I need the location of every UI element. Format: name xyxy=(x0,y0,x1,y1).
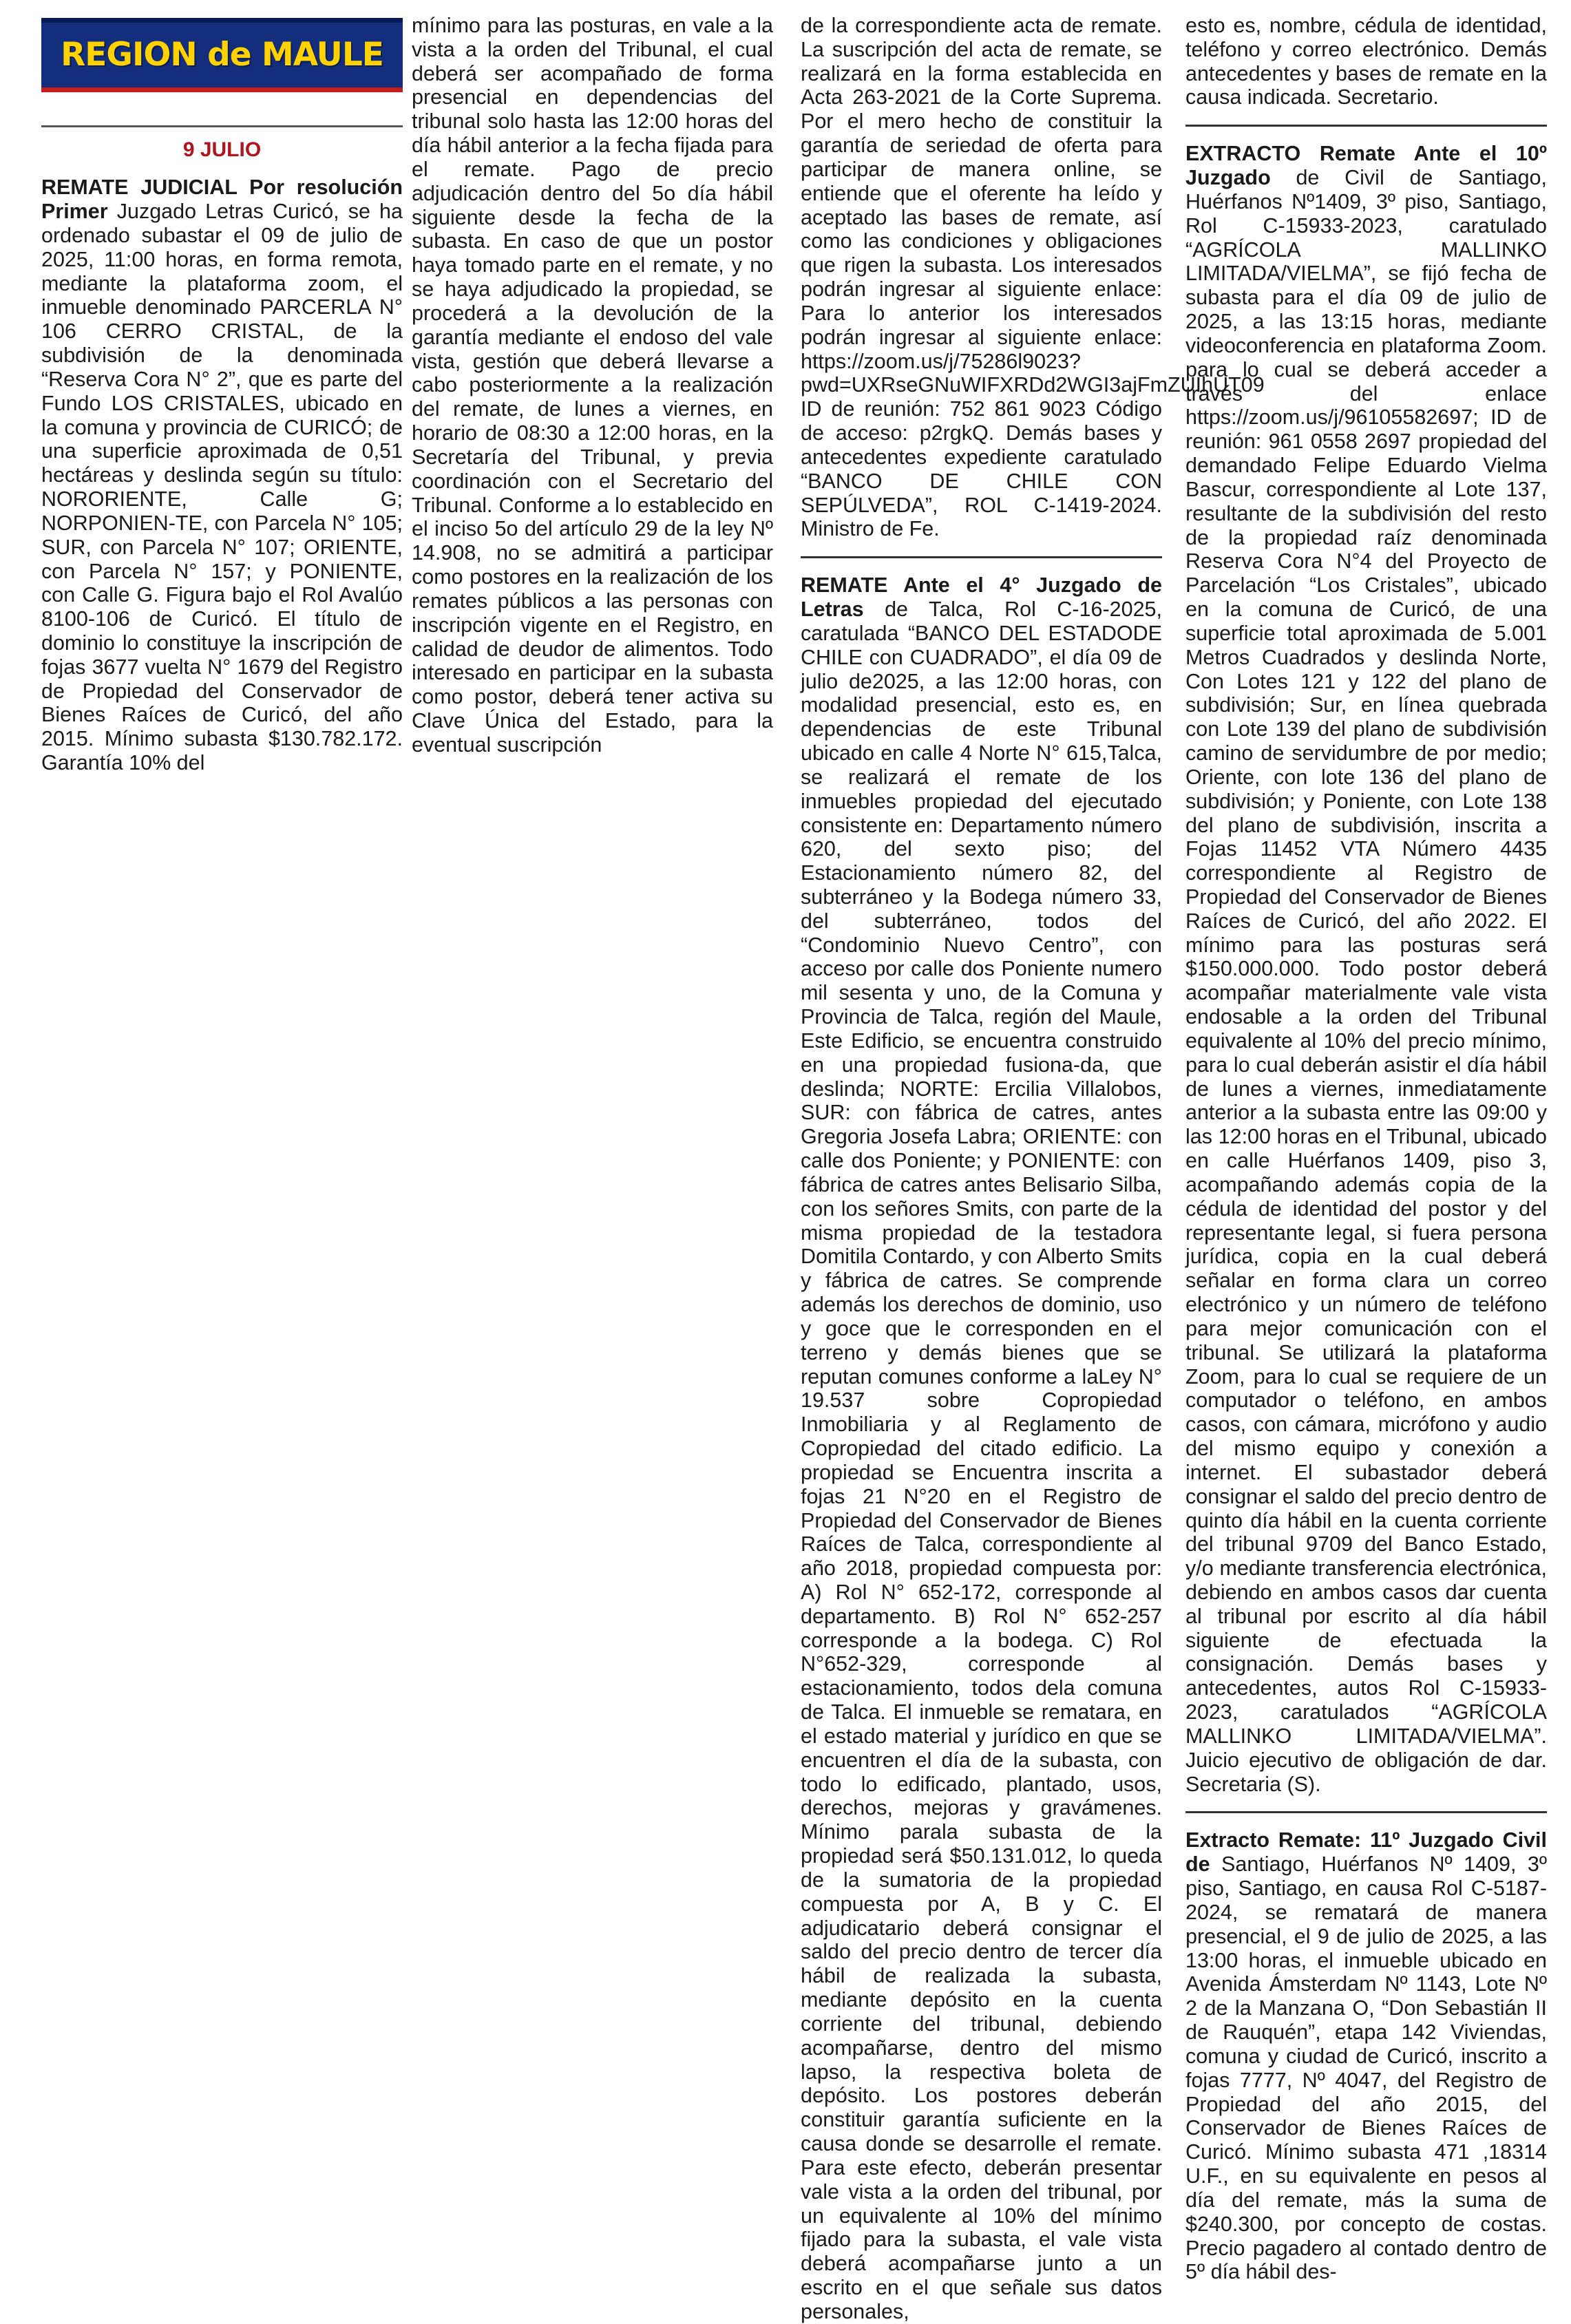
notice-3-body: de Civil de Santiago, Huérfanos Nº1409, 3º piso, Santiago, Rol C-15933-2023, caratulado “AGRÍCOLA MALLINKO LIMITADA/VIELMA”, se fijó fecha de subasta para el día 09 de julio de 2025, a las 13:15 horas, mediante videoconferencia en plataforma Zoom. para lo cual se deberá acceder a través del enlace https://zoom.us/j/96105582697; ID de reunión: 961 0558 2697 propiedad del demandado Felipe Eduardo Vielma Bascur, correspondiente al Lote 137, resultante de la subdivisión del resto de la propiedad raíz denominada Reserva Cora N°4 del Proyecto de Parcelación “Los Cristales”, ubicado en la comuna de Curicó, de una superficie total aproximada de 5.001 Metros Cuadrados y deslinda Norte, Con Lotes 121 y 122 del plano de subdivisión; Sur, en línea quebrada con Lote 139 del plano de subdivisión camino de servidumbre de por medio; Oriente, con lote 136 del plano de subdivisión; y Poniente, con Lote 138 del plano de subdivisión, inscrita a Fojas 11452 VTA Número 4435 correspondiente al Registro de Propiedad del Conservador de Bienes Raíces de Curicó, del año 2022. El mínimo para las posturas será $150.000.000. Todo postor deberá acompañar materialmente vale vista endosable a la orden del Tribunal equivalente al 10% del precio mínimo, para lo cual deberán asistir el día hábil de lunes a viernes, inmediatamente anterior a la subasta entre las 09:00 y las 12:00 horas en el Tribunal, ubicado en calle Huérfanos 1409, piso 3, acompañando además copia de la cédula de identidad del postor y del representante legal, si fuera persona jurídica, copia en la cual deberá señalar en forma clara un correo electrónico y un número de teléfono para mejor comunicación con el tribunal. Se utilizará la plataforma Zoom, para lo cual se requiere de un computador o teléfono, en ambos casos, con cámara, micrófono y audio del mismo equipo y conexión a internet. El subastador deberá consignar el saldo del precio dentro de quinto día hábil en la cuenta corriente del tribunal 9709 del Banco Estado, y/o mediante transferencia electrónica, debiendo en ambos casos dar cuenta al tribunal por escrito al día hábil siguiente de efectuada la consignación. Demás bases y antecedentes, autos Rol C-15933-2023, caratulados “AGRÍCOLA MALLINKO LIMITADA/VIELMA”. Juicio ejecutivo de obligación de dar. Secretaria (S). xyxy=(1185,166,1547,1796)
notice-1-body-end: de la correspondiente acta de remate. La suscripción del acta de remate, se realizará en la forma establecida en Acta 263-2021 de la Corte Suprema. Por el mero hecho de constituir la garantía de seriedad de oferta para participar de manera online, se entiende que el oferente ha leído y aceptado las bases de remate, así como las condiciones y obligaciones que rigen la subasta. Los interesados podrán ingresar al siguiente enlace: Para lo anterior los interesados podrán ingresar al siguiente enlace: https://zoom.us/j/75286l9023?pwd=UXRseGNuWIFXRDd2WGI3ajFmZUIhUT09 ID de reunión: 752 861 9023 Código de acceso: p2rgkQ. Demás bases y antecedentes expediente caratulado “BANCO DE CHILE CON SEPÚLVEDA”, ROL C-1419-2024. Ministro de Fe. xyxy=(801,14,1265,541)
notice-divider xyxy=(1185,125,1547,127)
notice-1-body: Juzgado Letras Curicó, se ha ordenado subastar el 09 de julio de 2025, 11:00 horas, en forma remota, mediante la plataforma zoom, el inmueble denominado PARCERLA N° 106 CERRO CRISTAL, de la subdivisión de la denominada “Reserva Cora N° 2”, que es parte del Fundo LOS CRISTALES, ubicado en la comuna y provincia de CURICÓ; de una superficie aproximada de 0,51 hectáreas y deslinda según su título: NORORIENTE, Calle G; NORPONIEN-TE, con Parcela N° 105; SUR, con Parcela N° 107; ORIENTE, con Parcela N° 157; y PONIENTE, con Calle G. Figura bajo el Rol Avalúo 8100-106 de Curicó. El título de dominio lo constituye la inscripción de fojas 3677 vuelta N° 1679 del Registro de Propiedad del Conservador de Bienes Raíces de Curicó, del año 2015. Mínimo subasta $130.782.172. Garantía 10% del xyxy=(41,200,403,775)
notice-1-part-3 xyxy=(801,14,1265,541)
edition-date: 9 JULIO xyxy=(182,138,262,161)
column-3 xyxy=(801,14,1265,2324)
notice-3 xyxy=(1185,142,1547,1796)
notice-2-body-end: esto es, nombre, cédula de identidad, teléfono y correo electrónico. Demás antecedentes y bases de remate en la causa indicada. Secretario. xyxy=(1185,14,1547,109)
notice-2-part-2 xyxy=(1185,14,1547,109)
header-divider xyxy=(41,125,403,127)
notice-divider xyxy=(801,556,1162,558)
notice-divider xyxy=(1185,1811,1547,1813)
column-1 xyxy=(41,18,403,775)
notice-2-body: de Talca, Rol C-16-2025, caratulada “BANCO DEL ESTADODE CHILE con CUADRADO”, el día 09 de julio de2025, a las 12:00 horas, con modalidad presencial, esto es, en dependencias de este Tribunal ubicado en calle 4 Norte N° 615,Talca, se realizará el remate de los inmuebles propiedad del ejecutado consistente en: Departamento número 620, del sexto piso; del Estacionamiento número 82, del subterráneo y la Bodega número 33, del subterráneo, todos del “Condominio Nuevo Centro”, con acceso por calle dos Poniente numero mil sesenta y uno, de la Comuna y Provincia de Talca, región del Maule, Este Edificio, se encuentra construido en una propiedad fusiona-da, que deslinda; NORTE: Ercilia Villalobos, SUR: con fábrica de catres, antes Gregoria Josefa Labra; ORIENTE: con calle dos Poniente; y PONIENTE: con fábrica de catres antes Belisario Silba, con los señores Smits, con parte de la misma propiedad de la testadora Domitila Contardo, y con Alberto Smits y fábrica de catres. Se comprende además los derechos de dominio, uso y goce que le corresponden en el terreno y demás bienes que se reputan comunes conforme a laLey N° 19.537 sobre Copropiedad Inmobiliaria y al Reglamento de Copropiedad del citado edificio. La propiedad se Encuentra inscrita a fojas 21 N°20 en el Registro de Propiedad del Conservador de Bienes Raíces de Talca, correspondiente al año 2018, propiedad compuesta por: A) Rol N° 652-172, corresponde al departamento. B) Rol N° 652-257 corresponde a la bodega. C) Rol N°652-329, corresponde al estacionamiento, todos dela comuna de Talca. El inmueble se rematara, en el estado material y jurídico en que se encuentren el día de la subasta, con todo lo edificado, plantado, usos, derechos, mejoras y gravámenes. Mínimo parala subasta de la propiedad será $50.131.012, lo queda de la sumatoria de la propiedad compuesta por A, B y C. El adjudicatario deberá consignar el saldo del precio dentro de tercer día hábil de realizada la subasta, mediante depósito en la cuenta corriente del tribunal, debiendo acompañarse, dentro del mismo lapso, la respectiva boleta de depósito. Los postores deberán constituir garantía suficiente en la causa donde se desarrolle el remate. Para este efecto, deberán presentar vale vista a la orden del tribunal, por un equivalente al 10% del mínimo fijado para la subasta, el vale vista deberá acompañarse junto a un escrito en el que señale sus datos personales, xyxy=(801,598,1162,2323)
column-4 xyxy=(1185,14,1547,2284)
column-2 xyxy=(412,14,773,757)
notice-1-lead: REMATE JUDICIAL Por resolución Primer xyxy=(41,176,403,224)
notice-3-lead: EXTRACTO Remate Ante el 10º Juzgado xyxy=(1185,142,1547,190)
notice-4-lead: Extracto Remate: 11º Juzgado Civil de xyxy=(1185,1828,1547,1877)
notice-4-body: Santiago, Huérfanos Nº 1409, 3º piso, Santiago, en causa Rol C-5187-2024, se rematará de manera presencial, el 9 de julio de 2025, a las 13:00 horas, el inmueble ubicado en Avenida Ámsterdam Nº 1143, Lote Nº 2 de la Manzana O, “Don Sebastián II de Rauquén”, etapa 142 Viviendas, comuna y ciudad de Curicó, inscrito a fojas 7777, Nº 4047, del Registro de Propiedad del año 2015, del Conservador de Bienes Raíces de Curicó. Mínimo subasta 471 ,18314 U.F., en su equivalente en pesos al día del remate, más la suma de $240.300, por concepto de costas. Precio pagadero al contado dentro de 5º día hábil des- xyxy=(1185,1852,1547,2284)
section-banner xyxy=(41,18,403,92)
notice-1-part-2 xyxy=(412,14,773,757)
section-title: REGION de MAULE xyxy=(61,36,383,74)
notice-1-part-1 xyxy=(41,176,403,775)
notice-2-part-1 xyxy=(801,573,1162,2323)
notice-4 xyxy=(1185,1828,1547,2284)
notice-1-body-cont: mínimo para las posturas, en vale a la vista a la orden del Tribunal, el cual deberá ser acompañado de forma presencial en dependencias del tribunal solo hasta las 12:00 horas del día hábil anterior a la fecha fijada para el remate. Pago de precio adjudicación dentro del 5o día hábil siguiente desde la fecha de la subasta. En caso de que un postor haya tomado parte en el remate, y no se haya adjudicado la propiedad, se procederá a la devolución de la garantía mediante el endoso del vale vista, gestión que deberá llevarse a cabo posteriormente a la realización del remate, de lunes a viernes, en horario de 08:30 a 12:00 horas, en la Secretaría del Tribunal, y previa coordinación con el Secretario del Tribunal. Conforme a lo establecido en el inciso 5o del artículo 29 de la ley Nº 14.908, no se admitirá a participar como postores en la realización de los remates públicos a las personas con inscripción vigente en el Registro, en calidad de deudor de alimentos. Todo interesado en participar en la subasta como postor, deberá tener activa su Clave Única del Estado, para la eventual suscripción xyxy=(412,14,773,757)
notice-2-lead: REMATE Ante el 4° Juzgado de Letras xyxy=(801,573,1162,622)
